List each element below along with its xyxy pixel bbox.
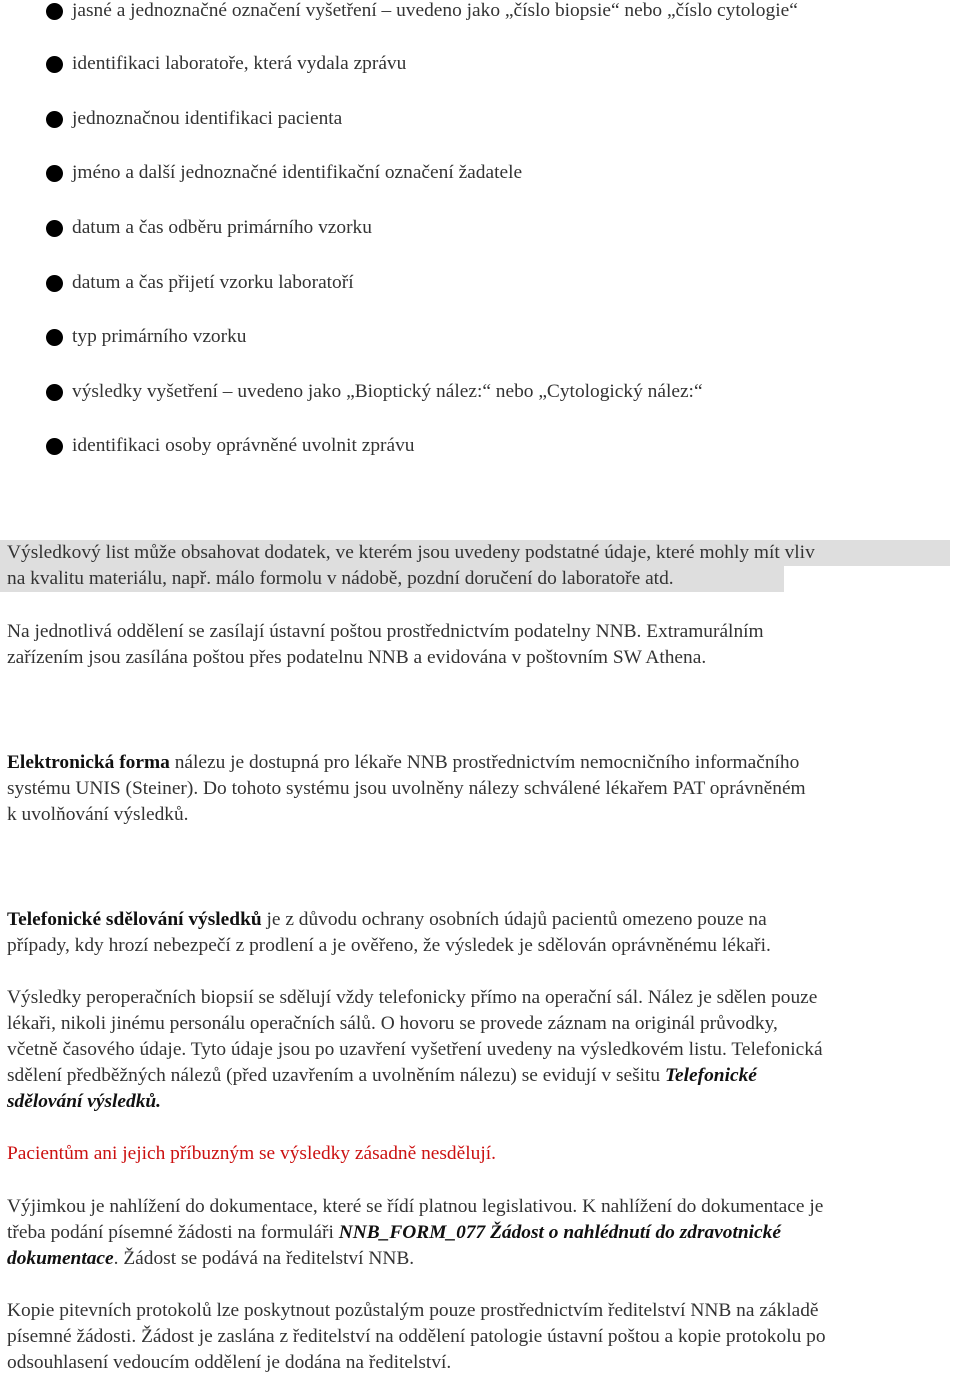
logbook-name: Telefonické [664,1065,757,1086]
supplement-paragraph: Výsledkový list může obsahovat dodatek, ve kterém jsou uvedeny podstatné údaje, které mohly mít vliv na kvalitu materiálu, např. málo formolu v nádobě, pozdní doručení do laboratoře atd. [7,540,957,594]
bullet-icon [46,384,63,401]
phone-results-heading: Telefonické sdělování výsledků [7,909,262,930]
bullet-icon [46,3,63,20]
form-name: NNB_FORM_077 Žádost o nahlédnutí do zdravotnické [338,1222,781,1243]
documentation-access-paragraph: Výjimkou je nahlížení do dokumentace, které se řídí platnou legislativou. K nahlížení do dokumentace je třeba podání písemné žádosti na formuláři NNB_FORM_077 Žádost o nahlédnutí do zdravotnické dokumentace. Žádost se podává na ředitelství NNB. [7,1196,824,1269]
electronic-form-heading: Elektronická forma [7,752,170,773]
bullet-icon [46,275,63,292]
bullet-icon [46,165,63,182]
bullet-icon [46,220,63,237]
peroperative-biopsy-paragraph: Výsledky peroperačních biopsií se sdělují vždy telefonicky přímo na operační sál. Nález je sdělen pouze lékaři, nikoli jinému personálu operačních sálů. O hovoru se provede záznam na originál průvodky, včetně časového údaje. Tyto údaje jsou po uzavření vyšetření uvedeny na výsledkovém listu. Telefonická sdělení předběžných nálezů (před uzavřením a uvolněním nálezu) se evidují v sešitu Telefonické sdělování výsledků. [7,987,823,1112]
electronic-form-paragraph: Elektronická forma nálezu je dostupná pro lékaře NNB prostřednictvím nemocničního informačního systému UNIS (Steiner). Do tohoto systému jsou uvolněny nálezy schválené lékařem PAT oprávněném k uvolňování výsledků. [7,752,806,825]
logbook-name-continued: sdělování výsledků. [7,1091,162,1112]
patients-warning: Pacientům ani jejich příbuzným se výsledky zásadně nesdělují. [7,1143,496,1164]
bullet-icon [46,438,63,455]
document-page: jasné a jednoznačné označení vyšetření – uvedeno jako „číslo biopsie“ nebo „číslo cytologie“ identifikaci laboratoře, která vydala zprávu jednoznačnou identifikaci pacienta jméno a další jednoznačné identifikační označení žadatele datum a čas odběru primárního vzorku datum a čas přijetí vzorku laboratoří typ primárního vzorku výsledky vyšetření – uvedeno jako „Bioptický nález:“ nebo „Cytologický nález:“ identifikaci osoby oprávněné uvolnit zprávu Výsledkový list může obsahovat dodatek, ve kterém jsou uvedeny podstatné údaje, které mohly mít vliv na kvalitu materiálu, např. málo formolu v nádobě, pozdní doručení do laboratoře atd. Na jednotlivá oddělení se zasílají ústavní poštou prostřednictvím podatelny NNB. Extramurálním zařízením jsou zasílána poštou přes podatelnu NNB a evidována v poštovním SW Athena. Elektronická forma nálezu je dostupná pro lékaře NNB prostřednictvím nemocničního informačního systému UNIS (Steiner). Do tohoto systému jsou uvolněny nálezy schválené lékařem PAT oprávněném k uvolňování výsledků. Telefonické sdělování výsledků je z důvodu ochrany osobních údajů pacientů omezeno pouze na případy, kdy hrozí nebezpečí z prodlení a je ověřeno, že výsledek je sdělován oprávněnému lékaři. Výsledky peroperačních biopsií se sdělují vždy telefonicky přímo na operační sál. Nález je sdělen pouze lékaři, nikoli jinému personálu operačních sálů. O hovoru se provede záznam na originál průvodky, včetně časového údaje. Tyto údaje jsou po uzavření vyšetření uvedeny na výsledkovém listu. Telefonická sdělení předběžných nálezů (před uzavřením a uvolněním nálezu) se evidují v sešitu Telefonické sdělování výsledků. Pacientům ani jejich příbuzným se výsledky zásadně nesdělují. Výjimkou je nahlížení do dokumentace, které se řídí platnou legislativou. K nahlížení do dokumentace je třeba podání písemné žádosti na formuláři NNB_FORM_077 Žádost o nahlédnutí do zdravotnické dokumentace. Žádost se podává na ředitelství NNB. Kopie pitevních protokolů lze poskytnout pozůstalým pouze prostřednictvím ředitelství NNB na základě písemné žádosti. Žádost je zaslána z ředitelství na oddělení patologie ústavní poštou a kopie protokolu po odsouhlasení vedoucím oddělení je dodána na ředitelství. [0,0,960,1378]
bullet-icon [46,329,63,346]
bullet-icon [46,111,63,128]
bullet-icon [46,56,63,73]
autopsy-copies-paragraph: Kopie pitevních protokolů lze poskytnout pozůstalým pouze prostřednictvím ředitelství NNB na základě písemné žádosti. Žádost je zaslána z ředitelství na oddělení patologie ústavní poštou a kopie protokolu po odsouhlasení vedoucím oddělení je dodána na ředitelství. [7,1300,826,1373]
form-name-continued: dokumentace [7,1248,114,1269]
phone-results-paragraph: Telefonické sdělování výsledků je z důvodu ochrany osobních údajů pacientů omezeno pouze na případy, kdy hrozí nebezpečí z prodlení a je ověřeno, že výsledek je sdělován oprávněnému lékaři. [7,909,771,956]
mail-delivery-paragraph: Na jednotlivá oddělení se zasílají ústavní poštou prostřednictvím podatelny NNB. Extramurálním zařízením jsou zasílána poštou přes podatelnu NNB a evidována v poštovním SW Athena. [7,621,764,668]
